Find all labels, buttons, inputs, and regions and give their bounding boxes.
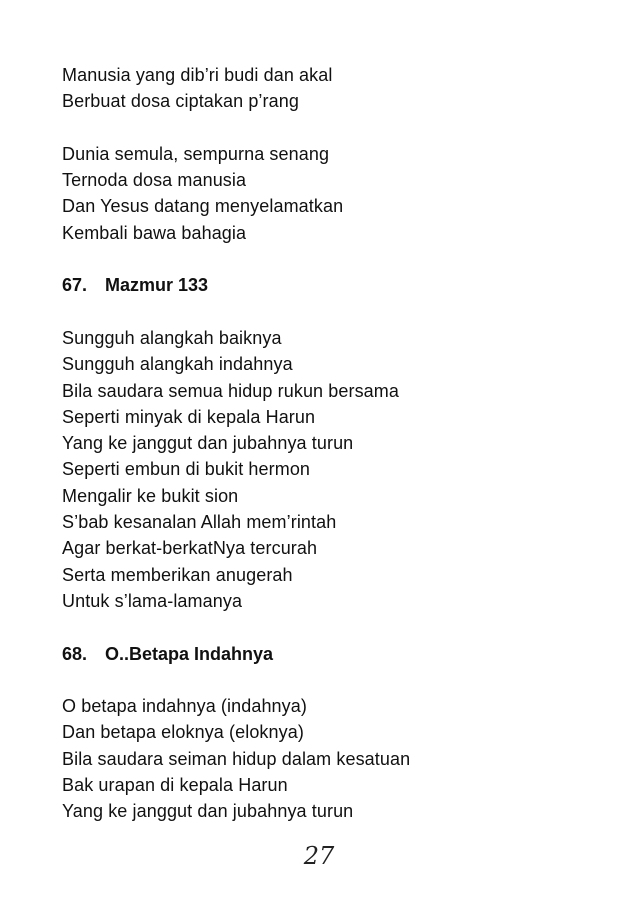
- lyric-line: Yang ke janggut dan jubahnya turun: [62, 433, 354, 454]
- lyric-line: Berbuat dosa ciptakan p’rang: [62, 91, 299, 112]
- stanza: [62, 62, 602, 115]
- heading-gap: [62, 299, 602, 325]
- lyric-line: Bila saudara seiman hidup dalam kesatuan: [62, 748, 411, 769]
- lyric-line: Sungguh alangkah indahnya: [62, 354, 293, 375]
- lyric-line: O betapa indahnya (indahnya): [62, 696, 307, 717]
- lyric-line: Yang ke janggut dan jubahnya turun: [62, 801, 354, 822]
- song-gap: [62, 614, 602, 640]
- song-title: O..Betapa Indahnya: [105, 643, 274, 664]
- page-number: 27: [303, 842, 335, 870]
- song-number: 68.: [62, 643, 88, 664]
- lyric-line: Seperti embun di bukit hermon: [62, 459, 311, 480]
- lyric-line: Manusia yang dib’ri budi dan akal: [62, 65, 333, 85]
- song-heading: [62, 641, 602, 667]
- song-heading: [62, 272, 602, 298]
- page-body: [62, 62, 602, 825]
- lyric-line: Dan Yesus datang menyelamatkan: [62, 196, 344, 217]
- lyric-line: Sungguh alangkah baiknya: [62, 327, 282, 348]
- song-lyrics: [62, 693, 602, 824]
- song-number: 67.: [62, 275, 88, 296]
- lyric-line: S’bab kesanalan Allah mem’rintah: [62, 512, 337, 533]
- lyric-line: Agar berkat-berkatNya tercurah: [62, 538, 318, 559]
- song-lyrics: [62, 325, 602, 614]
- lyric-line: Bak urapan di kepala Harun: [62, 775, 288, 796]
- lyric-line: Dan betapa eloknya (eloknya): [62, 722, 304, 743]
- lyric-line: Ternoda dosa manusia: [62, 170, 247, 191]
- stanza: [62, 141, 602, 246]
- lyric-line: Kembali bawa bahagia: [62, 222, 247, 243]
- lyric-line: Untuk s’lama-lamanya: [62, 590, 243, 611]
- heading-gap: [62, 667, 602, 693]
- lyric-line: Bila saudara semua hidup rukun bersama: [62, 380, 399, 401]
- stanza-gap: [62, 246, 602, 272]
- lyric-line: Serta memberikan anugerah: [62, 564, 293, 585]
- lyric-line: Mengalir ke bukit sion: [62, 485, 239, 506]
- lyric-line: Dunia semula, sempurna senang: [62, 143, 330, 164]
- song-title: Mazmur 133: [105, 275, 209, 296]
- stanza-gap: [62, 115, 602, 141]
- lyric-line: Seperti minyak di kepala Harun: [62, 406, 316, 427]
